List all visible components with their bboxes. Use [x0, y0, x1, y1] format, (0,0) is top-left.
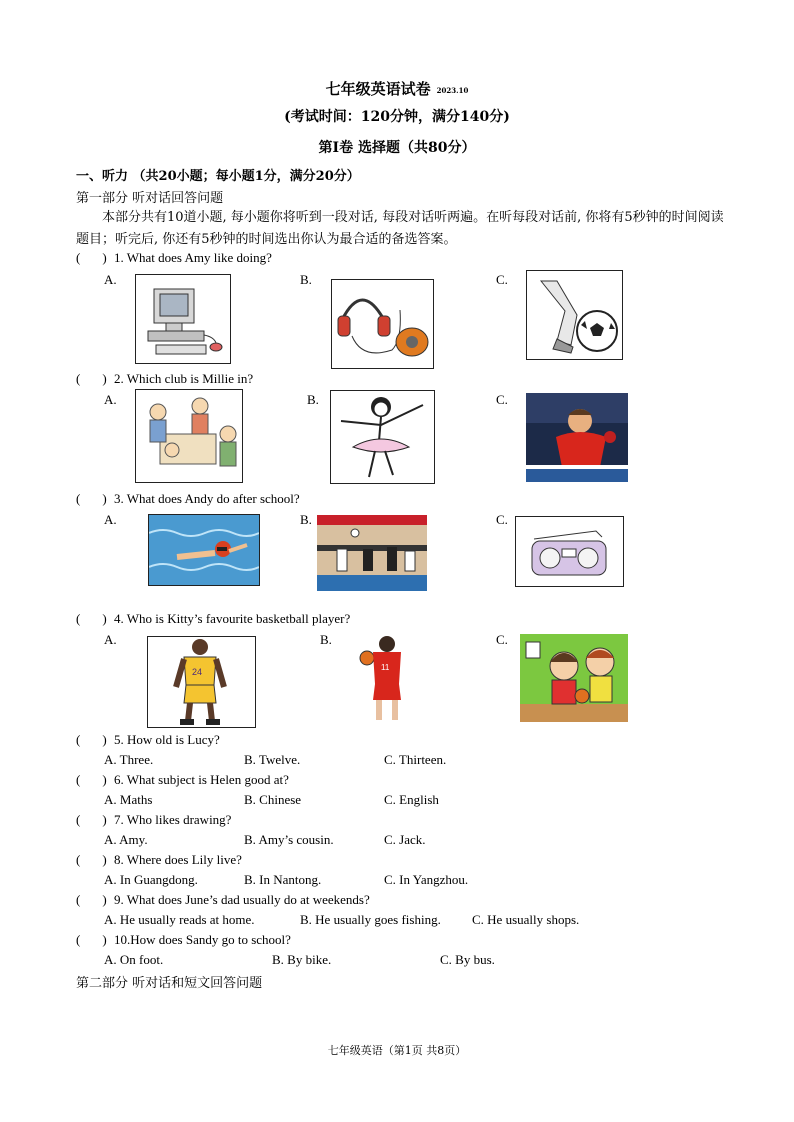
question-9 [76, 892, 370, 908]
option-a: A. Three. [104, 752, 154, 767]
section-heading: 一、听力 （共20小题；每小题1分，满分20分） [76, 169, 360, 184]
option-b: B. [300, 512, 312, 527]
question-text: 1. What does Amy like doing? [114, 250, 272, 265]
question-text: 6. What subject is Helen good at? [114, 772, 289, 787]
question-1 [76, 250, 272, 266]
part1-label: 第一部分 听对话回答问题 [76, 191, 224, 206]
exam-title: 七年级英语试卷 2023.10 [325, 80, 469, 98]
answer-blank[interactable]: ( ) [76, 732, 107, 747]
part-title: 第Ⅰ卷 选择题（共80分） [318, 140, 476, 156]
option-b: B. [320, 632, 332, 647]
question-text: 10.How does Sandy go to school? [114, 932, 291, 947]
jersey-number-b: 11 [381, 663, 390, 672]
part2-label: 第二部分 听对话和短文回答问题 [76, 976, 263, 991]
page-footer: 七年级英语（第1页 共8页） [327, 1044, 467, 1057]
option-a: A. He usually reads at home. [104, 912, 255, 927]
question-text: 2. Which club is Millie in? [114, 371, 254, 386]
option-c: C. English [384, 792, 439, 807]
option-c: C. By bus. [440, 952, 495, 967]
question-text: 5. How old is Lucy? [114, 732, 220, 747]
option-c: C. [496, 632, 508, 647]
question-text: 9. What does June’s dad usually do at weekends? [114, 892, 370, 907]
computer-picture [135, 274, 231, 364]
answer-blank[interactable]: ( ) [76, 250, 107, 265]
table-tennis-picture [526, 393, 628, 482]
question-5 [76, 732, 220, 748]
option-a: A. [104, 632, 117, 647]
question-6 [76, 772, 289, 788]
option-c: C. [496, 272, 508, 287]
instructions: 本部分共有10道小题, 每小题你将听到一段对话, 每段对话听两遍。在听每段对话前, 你将有5秒钟的时间阅读题目；听完后, 你还有5秒钟的时间选出你认为最合适的备选答案。 [76, 210, 724, 247]
option-b: B. Chinese [244, 792, 302, 807]
question-3 [76, 491, 300, 507]
swimming-picture [148, 514, 260, 586]
option-b: B. [300, 272, 312, 287]
answer-blank[interactable]: ( ) [76, 491, 107, 506]
football-picture [526, 270, 623, 360]
option-a: A. Amy. [104, 832, 148, 847]
exam-subtitle: (考试时间：120分钟，满分140分) [284, 109, 510, 125]
option-a: A. On foot. [104, 952, 164, 967]
question-text: 8. Where does Lily live? [114, 852, 242, 867]
question-text: 3. What does Andy do after school? [114, 491, 300, 506]
option-c: C. Thirteen. [384, 752, 447, 767]
question-10 [76, 932, 291, 948]
answer-blank[interactable]: ( ) [76, 932, 107, 947]
question-7 [76, 812, 231, 828]
volleyball-picture [317, 515, 427, 591]
option-c: C. Jack. [384, 832, 426, 847]
basketball-player-a-picture [147, 636, 256, 728]
answer-blank[interactable]: ( ) [76, 772, 107, 787]
option-b: B. Twelve. [244, 752, 301, 767]
classroom-picture [135, 389, 243, 483]
question-8 [76, 852, 242, 868]
dancer-picture [330, 390, 435, 484]
option-b: B. [307, 392, 319, 407]
answer-blank[interactable]: ( ) [76, 812, 107, 827]
answer-blank[interactable]: ( ) [76, 892, 107, 907]
exam-date: 2023.10 [436, 85, 469, 95]
answer-blank[interactable]: ( ) [76, 611, 107, 626]
option-b: B. He usually goes fishing. [300, 912, 441, 927]
radio-picture [515, 516, 624, 587]
option-a: A. In Guangdong. [104, 872, 198, 887]
question-text: 7. Who likes drawing? [114, 812, 232, 827]
option-b: B. By bike. [272, 952, 332, 967]
option-c: C. He usually shops. [472, 912, 580, 927]
answer-blank[interactable]: ( ) [76, 852, 107, 867]
kids-basketball-picture [520, 634, 628, 722]
question-2 [76, 371, 253, 387]
option-b: B. Amy’s cousin. [244, 832, 334, 847]
option-c: C. [496, 512, 508, 527]
option-a: A. [104, 272, 117, 287]
question-text: 4. Who is Kitty’s favourite basketball player? [114, 611, 351, 626]
jersey-number-a: 24 [192, 667, 203, 677]
option-a: A. Maths [104, 792, 153, 807]
option-c: C. [496, 392, 508, 407]
basketball-player-b-picture [337, 634, 438, 723]
option-a: A. [104, 392, 117, 407]
headphones-picture [331, 279, 434, 369]
option-b: B. In Nantong. [244, 872, 322, 887]
answer-blank[interactable]: ( ) [76, 371, 107, 386]
option-a: A. [104, 512, 117, 527]
question-4 [76, 611, 350, 627]
option-c: C. In Yangzhou. [384, 872, 469, 887]
